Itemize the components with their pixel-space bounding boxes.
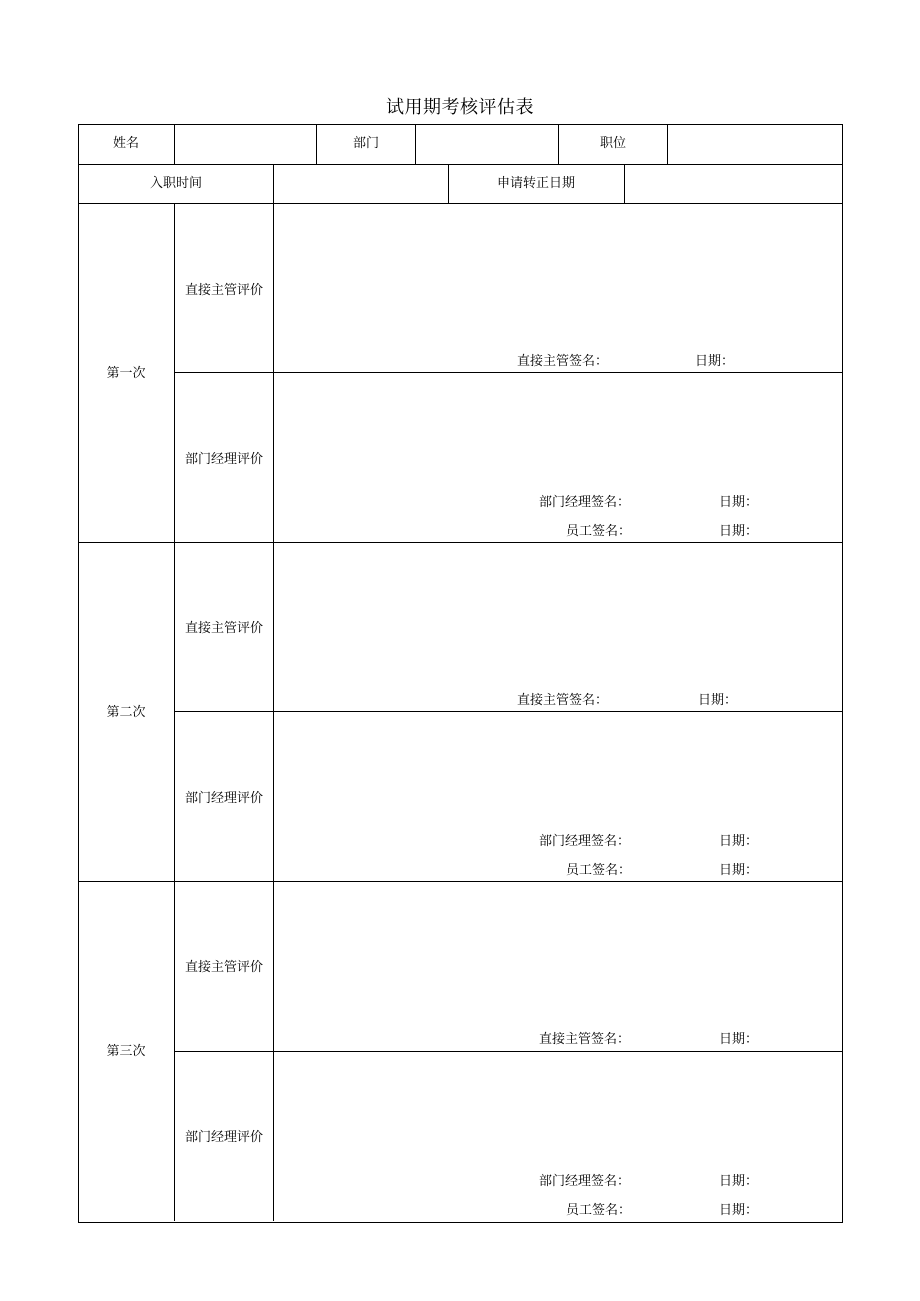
manager-sign-label: 部门经理签名：: [539, 1174, 631, 1189]
position-field[interactable]: [668, 125, 840, 163]
supervisor-date-label: 日期：: [698, 693, 738, 708]
supervisor-eval-label: 直接主管评价: [184, 960, 264, 975]
employee-date-label: 日期：: [719, 524, 759, 539]
divider: [316, 124, 317, 164]
supervisor-date-label: 日期：: [695, 354, 735, 369]
round-label: 第三次: [106, 1044, 146, 1059]
manager-eval-field[interactable]: [274, 712, 840, 827]
divider: [558, 124, 559, 164]
supervisor-eval-label: 直接主管评价: [184, 283, 264, 298]
supervisor-eval-field[interactable]: [274, 543, 840, 683]
divider: [448, 164, 449, 203]
dept-field[interactable]: [416, 125, 557, 163]
page-title: 试用期考核评估表: [386, 97, 534, 118]
employee-sign-label: 员工签名：: [566, 863, 632, 878]
manager-sign-label: 部门经理签名：: [539, 495, 631, 510]
name-label: 姓名: [112, 136, 140, 151]
supervisor-date-label: 日期：: [719, 1032, 759, 1047]
manager-eval-label: 部门经理评价: [184, 791, 264, 806]
hire-date-field[interactable]: [274, 165, 447, 202]
employee-date-label: 日期：: [719, 1203, 759, 1218]
round-label: 第二次: [106, 705, 146, 720]
position-label: 职位: [599, 136, 627, 151]
supervisor-eval-field[interactable]: [274, 882, 840, 1022]
supervisor-eval-field[interactable]: [274, 204, 840, 344]
manager-eval-label: 部门经理评价: [184, 1130, 264, 1145]
manager-date-label: 日期：: [719, 495, 759, 510]
supervisor-eval-label: 直接主管评价: [184, 621, 264, 636]
apply-date-field[interactable]: [625, 165, 840, 202]
divider: [174, 203, 175, 1221]
round-label: 第一次: [106, 366, 146, 381]
employee-date-label: 日期：: [719, 863, 759, 878]
dept-label: 部门: [352, 136, 380, 151]
manager-eval-label: 部门经理评价: [184, 452, 264, 467]
manager-date-label: 日期：: [719, 834, 759, 849]
employee-sign-label: 员工签名：: [566, 524, 632, 539]
supervisor-sign-label: 直接主管签名：: [539, 1032, 631, 1047]
manager-eval-field[interactable]: [274, 373, 840, 488]
apply-date-label: 申请转正日期: [496, 176, 576, 191]
supervisor-sign-label: 直接主管签名：: [517, 354, 609, 369]
hire-date-label: 入职时间: [149, 176, 203, 191]
employee-sign-label: 员工签名：: [566, 1203, 632, 1218]
manager-sign-label: 部门经理签名：: [539, 834, 631, 849]
manager-eval-field[interactable]: [274, 1052, 840, 1167]
supervisor-sign-label: 直接主管签名：: [517, 693, 609, 708]
manager-date-label: 日期：: [719, 1174, 759, 1189]
name-field[interactable]: [175, 125, 315, 163]
